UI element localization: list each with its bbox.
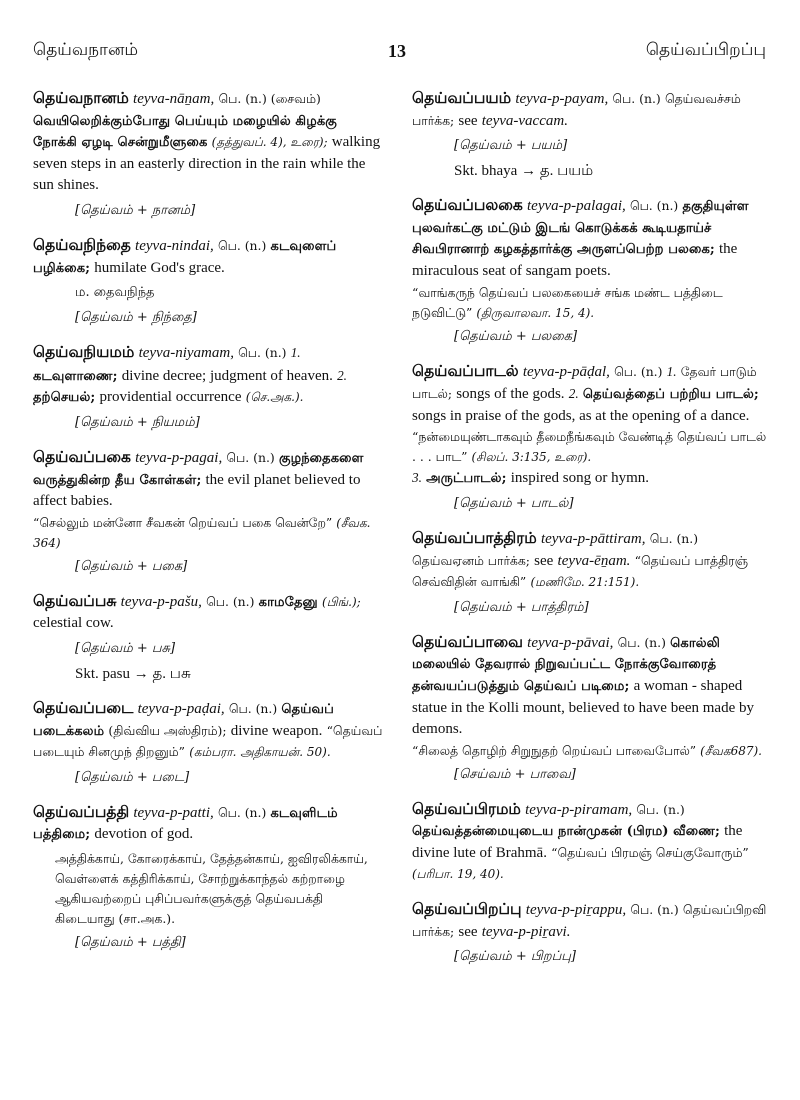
tamil-definition: வெயிலெறிக்கும்போது பெய்யும் மழையில் கிழக்கு நோக்கி ஏழடி சென்றுமீளுகை [33,113,337,151]
sense-number: 1. [666,363,677,379]
etymology: [தெய்வம் + நிந்தை] [75,310,197,326]
entry-teyva-p-padai [33,698,385,789]
headword: தெய்வப்பலகை [412,196,523,215]
part-of-speech: பெ. (n.) [617,634,666,650]
transliteration: teyva-p-piramam, [525,801,633,818]
entry-teyva-niyamam [33,342,385,434]
english-definition: divine decree; judgment of heaven. [121,367,333,384]
cross-reference: teyva-ēṉam. [557,552,631,569]
running-head-right: தெய்வப்பிறப்பு [645,40,766,60]
etymology: [தெய்வம் + பகை] [75,558,188,574]
headword: தெய்வநிந்தை [33,235,131,254]
english-definition: humilate God's grace. [94,259,225,276]
entry-teyva-p-payam [412,88,770,182]
citation: “தெய்வப் பாத்திரஞ் செவ்விதின் வாங்கி” [412,552,748,590]
transliteration: teyva-p-payam, [515,91,609,107]
citation: “தெய்வப் படையும் சினமுந் திறனும்” [33,722,383,760]
citation: “தெய்வப் பிரமஞ் செய்குவோரும்” [551,844,749,860]
usage-quote: அத்திக்காய், கோரைக்காய், தேத்தன்காய், ஐவிரலிக்காய், வெள்ளைக் கத்திரிக்காய், சோற்றுக்காந்தல் கற்றாழை ஆகியவற்றைப் புசிப்பவர்களுக்குத் தெய்வபக்தி கிடையாது (சா.அக.). [55,850,368,926]
english-definition: divine weapon. [230,722,323,739]
cognate: ம. தைவநிந்த [75,285,155,301]
etymology: [தெய்வம் + பாடல்] [454,495,574,511]
headword: தெய்வப்பசு [33,591,117,610]
transliteration: teyva-p-pāḍal, [522,363,610,380]
citation-reference: (பரிபா. 19, 40). [412,867,504,882]
headword: தெய்வப்பாத்திரம் [412,528,537,547]
tamil-definition: தெய்வத்தன்மையுடைய நான்முகன் (பிரம) வீணை; [412,824,720,840]
entry-teyva-p-pavai [412,632,770,786]
tamil-definition: தெய்வத்தைப் பற்றிய பாடல்; [582,387,759,403]
running-head-left: தெய்வநானம் [33,40,139,60]
etymology: [தெய்வம் + பத்தி] [75,934,186,950]
citation-reference: (திருவாலவா. 15, 4). [476,305,595,320]
headword: தெய்வநியமம் [33,343,135,362]
tamil-definition: கொல்லி மலையில் தேவரால் நிறுவப்பட்ட நோக்குவோரைத் தன்வயப்படுத்தும் தெய்வப் படிமை; [412,635,721,694]
english-definition: songs of the gods. [456,386,565,403]
citation: “நன்மையுண்டாகவும் தீமைநீங்கவும் வேண்டித் தெய்வப் பாடல் . . . பாட” [412,429,767,465]
citation-reference: (சிலப். 3:135, உரை). [471,450,592,465]
transliteration: teyva-p-pāvai, [527,634,614,651]
part-of-speech: பெ. (n.) (சைவம்) [218,91,321,106]
english-definition: walking seven steps in an easterly direction in the rain while the sun shines. [33,134,381,194]
part-of-speech: பெ. (n.) [612,91,661,106]
reference: (தத்துவப். 4), உரை); [211,135,328,150]
entry-teyva-p-pattiram [412,528,770,619]
part-of-speech: பெ. (n.) [649,530,699,546]
entry-teyva-p-palagai [412,195,770,347]
part-of-speech: பெ. (n.) [630,902,679,918]
english-definition: a woman - shaped statue in the Kolli mount, believed to have been made by demons. [412,677,754,738]
headword: தெய்வப்பிறப்பு [412,900,522,919]
entry-teyva-nanam [33,88,385,222]
sense-number: 2. [337,367,347,383]
headword: தெய்வநானம் [33,89,129,107]
english-definition: celestial cow. [33,615,114,632]
headword: தெய்வப்பயம் [412,89,512,107]
transliteration: teyva-p-pagai, [135,449,223,466]
transliteration: teyva-p-patti, [133,804,214,821]
part-of-speech: பெ. (n.) [629,198,679,214]
part-of-speech: பெ. (n.) [614,363,663,379]
reference: (செ.அக.). [245,390,304,405]
part-of-speech: பெ. (n.) [217,804,267,820]
cross-reference: teyva-vaccam. [481,112,568,129]
see-label: see [458,923,478,940]
page-number: 13 [388,41,406,61]
tamil-definition: தெய்வப்பிறவி பார்க்க; [412,902,767,939]
etymology: [தெய்வம் + படை] [75,769,190,785]
citation: “வாங்கருந் தெய்வப் பலகையைச் சங்க மண்ட பத்திடை நடுவிட்டு” [412,284,723,320]
english-definition: devotion of god. [94,826,194,843]
etymology: [தெய்வம் + பசு] [75,640,176,656]
sense-number: 3. [412,470,422,486]
citation-reference: (சீவக. 364) [33,515,371,550]
entry-teyva-p-pasu [33,591,385,685]
tamil-definition: தேவர் பாடும் பாடல்; [412,363,757,402]
entry-teyva-p-padal [412,361,770,515]
see-label: see [458,112,478,129]
tamil-gloss: (திவ்விய அஸ்திரம்); [108,722,227,738]
headword: தெய்வப்பத்தி [33,802,130,821]
english-definition: providential occurrence [99,389,242,406]
etymology: [செய்வம் + பாவை] [454,766,576,782]
part-of-speech: பெ. (n.) [228,700,278,716]
citation-reference: (கம்பரா. அதிகாயன். 50). [189,745,331,760]
entry-teyva-p-patti [33,802,385,954]
etymology: [தெய்வம் + பாத்திரம்] [454,599,589,615]
etymology: [தெய்வம் + நியமம்] [75,414,200,430]
tamil-definition: குழந்தைகளை வருத்துகின்ற தீய கோள்கள்; [33,450,364,488]
transliteration: teyva-nāṉam, [133,91,215,107]
citation: “சிலைத் தொழிற் சிறுநுதற் றெய்வப் பாவைபோல்” [412,742,697,758]
headword: தெய்வப்பாடல் [412,361,519,380]
tamil-definition: அருட்பாடல்; [426,471,507,487]
left-column [33,88,385,967]
sanskrit-source: Skt. pasu → த. பசு [75,665,191,682]
sense-number: 2. [568,386,579,402]
tamil-definition: தகுதியுள்ள புலவர்கட்கு மட்டும் இடங் கொடுக்கக் கூடியதாய்ச் சிவபிரானாற் கழகத்தார்க்கு அருளப்பெற்ற பலகை; [412,199,749,258]
transliteration: teyva-niyamam, [138,345,234,362]
entry-teyva-p-pirappu [412,899,770,968]
headword: தெய்வப்பிரமம் [412,799,521,818]
tamil-definition: கடவுளிடம் பத்திமை; [33,805,338,843]
transliteration: teyva-p-pašu, [120,593,202,610]
part-of-speech: பெ. (n.) [636,801,685,817]
tamil-definition: கடவுளைப் பழிக்கை; [33,238,337,276]
sense-number: 1. [290,345,301,361]
right-column [412,88,770,981]
headword: தெய்வப்பாவை [412,632,523,651]
transliteration: teyva-nindai, [135,237,214,254]
entry-teyva-nindai [33,235,385,329]
transliteration: teyva-p-paḍai, [137,700,225,717]
entry-teyva-p-piramam [412,799,770,886]
citation-reference: (சீவக687). [700,743,762,758]
citation: “செல்லும் மன்னோ சீவகன் றெய்வப் பகை வென்றே” [33,514,333,530]
part-of-speech: பெ. (n.) [206,593,255,609]
tamil-definition: தெய்வஏனம் பார்க்க; [412,552,530,568]
etymology: [தெய்வம் + நானம்] [75,202,196,218]
english-definition: the miraculous seat of sangam poets. [412,241,738,279]
transliteration: teyva-p-pāttiram, [540,530,646,547]
english-definition: the evil planet believed to affect babies. [33,471,361,510]
tamil-definition: கடவுளாணை; [33,368,118,384]
part-of-speech: பெ. (n.) [238,345,287,361]
tamil-definition: காமதேனு [258,594,318,610]
see-label: see [534,552,554,569]
english-definition: songs in praise of the gods, as at the opening of a dance. [412,407,750,424]
transliteration: teyva-p-palagai, [527,198,626,215]
headword: தெய்வப்பகை [33,447,131,466]
tamil-definition: தெய்வவச்சம் பார்க்க; [412,91,741,128]
etymology: [தெய்வம் + பலகை] [454,328,578,344]
english-definition: inspired song or hymn. [510,470,650,487]
english-definition: the divine lute of Brahmā. [412,823,743,861]
citation-reference: (மணிமே. 21:151). [530,575,640,590]
entry-teyva-p-pagai [33,447,385,578]
transliteration: teyva-p-piṟappu, [525,902,627,919]
tamil-definition: தற்செயல்; [33,390,96,406]
part-of-speech: பெ. (n.) [226,449,275,465]
sanskrit-source: Skt. bhaya → த. பயம் [454,163,594,180]
cross-reference: teyva-p-piṟavi. [481,923,571,940]
part-of-speech: பெ. (n.) [217,237,267,253]
headword: தெய்வப்படை [33,698,134,717]
tamil-definition: தெய்வப் படைக்கலம் [33,701,334,739]
etymology: [தெய்வம் + பயம்] [454,138,568,154]
etymology: [தெய்வம் + பிறப்பு] [454,949,576,965]
reference: (பிங்.); [322,594,361,609]
